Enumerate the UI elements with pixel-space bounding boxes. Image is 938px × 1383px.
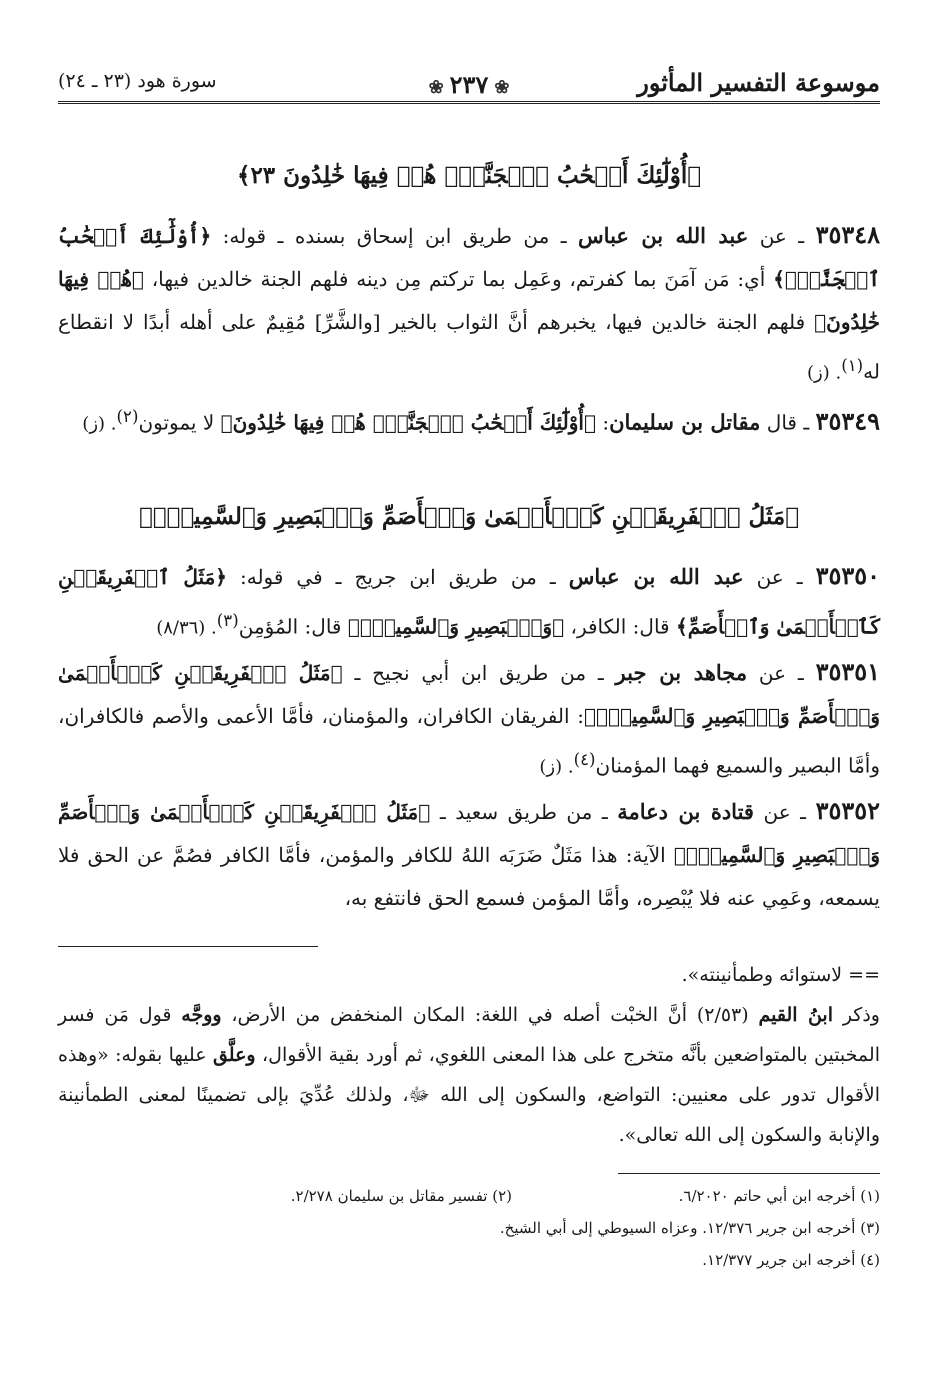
footnote-marker: (١) — [841, 356, 864, 375]
narration-entry: ٣٥٣٥٢ ـ عن قتادة بن دعامة ـ من طريق سعيد ـ ﴿مَثَلُ ٱلۡفَرِيقَيۡنِ كَٱلۡأَعۡمَىٰ وَٱلۡأَصَمِّ وَٱلۡبَصِيرِ وَٱلسَّمِيعِۚ﴾ الآية: هذا مَثَلٌ ضَرَبَه اللهُ للكافر والمؤمن، فأمَّا الكافر فصُمَّ عن الحق فلا يسمعه، وعَمِي عنه فلا يُبْصِره، وأمَّا المؤمن فسمع الحق فانتفع به، — [58, 795, 881, 910]
verse-heading: ﴿مَثَلُ ٱلۡفَرِيقَيۡنِ كَٱلۡأَعۡمَىٰ وَٱلۡأَصَمِّ وَٱلۡبَصِيرِ وَٱلسَّمِيعِۚ﴾ — [138, 503, 800, 531]
ornament-icon: ❀ — [494, 77, 510, 98]
quran-quote: ﴿أُوْلَٰٓئِكَ أَصۡحَٰبُ ٱلۡجَنَّةِۖ﴾ — [58, 224, 881, 291]
continued-note: وذكر ابنُ القيم (٢/٥٣) أنَّ الخبْت أصله في اللغة: المكان المنخفض من الأرض، ووجَّه قول مَن فسر المخبتين بالمتواضعين بأنَّه متخرج على هذا المعنى اللغوي، ثم أورد بقية الأقوال، وعلَّق عليها بقوله: «وهذه الأقوال تدور على معنيين: التواضع، والسكون إلى الله ﷻ، ولذلك عُدِّيَ بإلى تضمينًا لمعنى الطمأنينة والإنابة والسكون إلى الله تعالى». — [58, 1003, 880, 1146]
quran-quote: ﴿هُمۡ فِيهَا خَٰلِدُونَ﴾ — [58, 267, 880, 334]
source-ref: . (ز) — [807, 362, 842, 384]
narration-entry: ٣٥٣٥١ ـ عن مجاهد بن جبر ـ من طريق ابن أبي نجيح ـ ﴿مَثَلُ ٱلۡفَرِيقَيۡنِ كَٱلۡأَعۡمَىٰ وَٱلۡأَصَمِّ وَٱلۡبَصِيرِ وَٱلسَّمِيعِۚ﴾: الفريقان الكافران، والمؤمنان، فأمَّا الأعمى والأصم فالكافران، وأمَّا البصير والسميع فهما المؤمنان$^{(٤)}$. (ز) — [58, 656, 881, 778]
page-number: ٢٣٧ — [449, 70, 489, 99]
footnote-line — [58, 1180, 880, 1212]
narration-entry: ٣٥٣٤٩ ـ قال مقاتل بن سليمان: ﴿أُوْلَٰٓئِكَ أَصۡحَٰبُ ٱلۡجَنَّةِۖ هُمۡ فِيهَا خَٰلِدُونَ﴾ لا يموتون$^{(٢)}$. (ز) — [82, 406, 880, 436]
header-rule — [58, 101, 880, 104]
quran-quote: ﴿مَثَلُ ٱلۡفَرِيقَيۡنِ كَٱلۡأَعۡمَىٰ وَٱلۡأَصَمِّ وَٱلۡبَصِيرِ وَٱلسَّمِيعِۚ﴾ — [58, 660, 880, 728]
narrator-name: عبد الله بن عباس — [568, 564, 744, 590]
footnote-marker: (٣) — [216, 611, 239, 631]
surah-label: سورة هود (٢٣ ـ ٢٤) — [58, 70, 217, 92]
book-page — [58, 58, 880, 1276]
quran-quote: ﴿مَثَلُ ٱلۡفَرِيقَيۡنِ كَٱلۡأَعۡمَىٰ وَٱلۡأَصَمِّ وَٱلۡبَصِيرِ وَٱلسَّمِيعِۚ﴾ — [58, 799, 881, 867]
quran-quote: ﴿مَثَلُ ٱلۡفَرِيقَيۡنِ كَٱلۡأَعۡمَىٰ وَٱلۡأَصَمِّ﴾ — [58, 565, 880, 639]
source-ref: . (ز) — [82, 413, 117, 435]
footnote-marker: (٢) — [116, 406, 139, 426]
source-ref: . (ز) — [539, 756, 574, 778]
footnote-1: (١) أخرجه ابن أبي حاتم ٦/٢٠٢٠. — [678, 1186, 880, 1205]
footnote-marker: (٤) — [573, 749, 596, 769]
quran-quote: ﴿وَٱلۡبَصِيرِ وَٱلسَّمِيعِۚ﴾ — [347, 614, 565, 639]
source-ref: . (٨/٣٦) — [156, 617, 217, 639]
quran-quote: ﴿أُوْلَٰٓئِكَ أَصۡحَٰبُ ٱلۡجَنَّةِۖ هُمۡ فِيهَا خَٰلِدُونَ﴾ — [220, 410, 596, 435]
narrator-name: مجاهد بن جبر — [615, 659, 748, 685]
book-title: موسوعة التفسير المأثور — [637, 68, 880, 97]
footnote-4: (٤) أخرجه ابن جرير ١٢/٣٧٧. — [702, 1250, 880, 1269]
footnote-2: (٢) تفسير مقاتل بن سليمان ٢/٢٧٨. — [290, 1186, 512, 1205]
page-header — [58, 58, 880, 104]
footnote-3: (٣) أخرجه ابن جرير ١٢/٣٧٦. وعزاه السيوطي إلى أبي الشيخ. — [499, 1218, 880, 1237]
author-name: ابنُ القيم — [758, 1003, 833, 1026]
verse-heading: ﴿أُوْلَٰٓئِكَ أَصۡحَٰبُ ٱلۡجَنَّةِۖ هُمۡ فِيهَا خَٰلِدُونَ ٢٣﴾ — [236, 162, 702, 189]
narrator-name: عبد الله بن عباس — [578, 223, 749, 248]
narrator-name: مقاتل بن سليمان — [609, 409, 761, 435]
narration-entry: ٣٥٣٥٠ ـ عن عبد الله بن عباس ـ من طريق ابن جريج ـ في قوله: ﴿مَثَلُ ٱلۡفَرِيقَيۡنِ كَٱلۡأَعۡمَىٰ وَٱلۡأَصَمِّ﴾ قال: الكافر، ﴿وَٱلۡبَصِيرِ وَٱلسَّمِيعِۚ﴾ قال: المُؤمِن$^{(٣)}$. (٨/٣٦) — [58, 561, 881, 639]
ornament-icon: ❀ — [428, 77, 444, 98]
footnotes-rule — [618, 1173, 880, 1174]
continued-note-lead: == لاستوائه وطمأنينته». — [681, 963, 880, 986]
narration-number: ٣٥٣٥٢ — [815, 795, 881, 825]
narrator-name: قتادة بن دعامة — [617, 798, 754, 824]
narration-number: ٣٥٣٤٨ — [815, 220, 881, 249]
narration-number: ٣٥٣٤٩ — [815, 406, 880, 436]
narration-number: ٣٥٣٥١ — [815, 656, 881, 686]
continuation-rule — [58, 946, 318, 947]
narration-number: ٣٥٣٥٠ — [815, 561, 881, 591]
narration-entry: ٣٥٣٤٨ ـ عن عبد الله بن عباس ـ من طريق ابن إسحاق بسنده ـ قوله: ﴿أُوْلَٰٓئِكَ أَصۡحَٰبُ ٱلۡجَنَّةِۖ﴾ أي: مَن آمَنَ بما كفرتم، وعَمِل بما تركتم مِن دينه فلهم الجنة خالدين فيها، ﴿هُمۡ فِيهَا خَٰلِدُونَ﴾ فلهم الجنة خالدين فيها، يخبرهم أنَّ الثواب بالخير [والشَّرِّ] مُقِيمٌ على أهله أبدًا لا انقطاع له$^{(١)}$. (ز) — [58, 220, 881, 384]
